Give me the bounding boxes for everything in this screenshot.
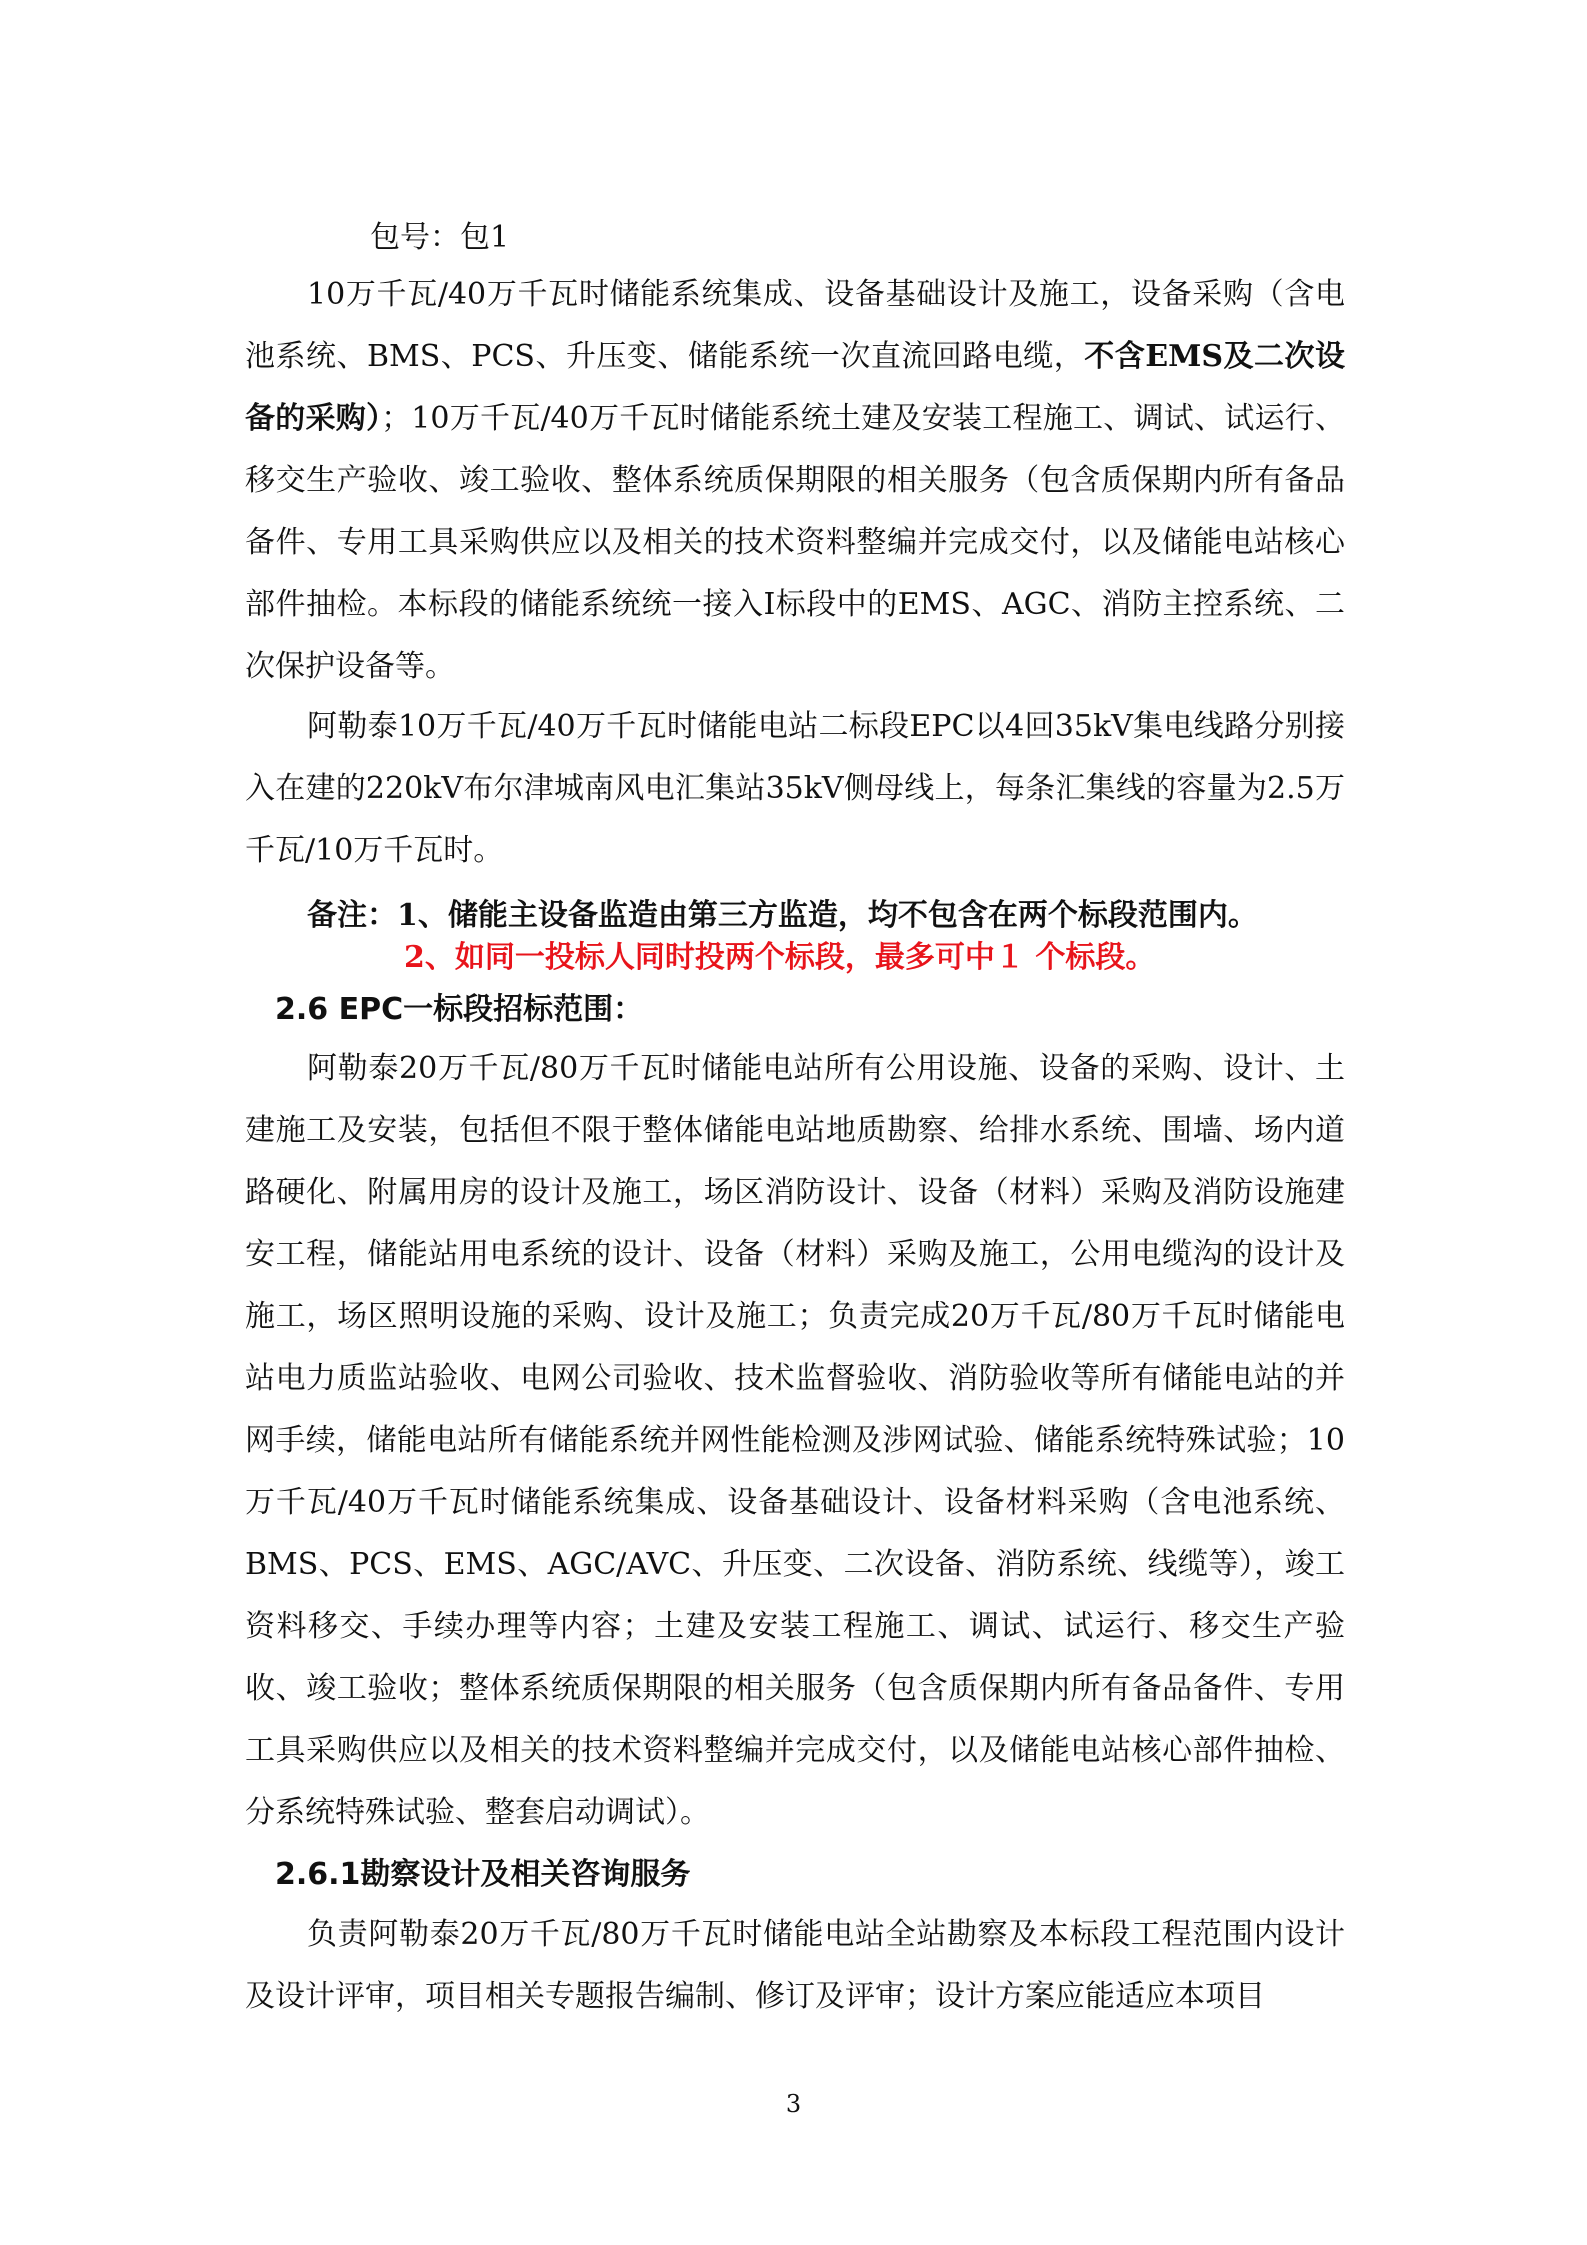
package-desc-part2: ；10万千瓦/40万千瓦时储能系统土建及安装工程施工、调试、试运行、移交生产验收、竣工验收、整体系统质保期限的相关服务（包含质保期内所有备品备件、专用工具采购供应以及相关的技术资料整编并完成交付，以及储能电站核心部件抽检。本标段的储能系统统一接入Ⅰ标段中的EMS、AGC、消防主控系统、二次保护设备等。	[245, 401, 1345, 684]
section-2-6-body: 阿勒泰20万千瓦/80万千瓦时储能电站所有公用设施、设备的采购、设计、土建施工及安装，包括但不限于整体储能电站地质勘察、给排水系统、围墙、场内道路硬化、附属用房的设计及施工，场区消防设计、设备（材料）采购及消防设施建安工程，储能站用电系统的设计、设备（材料）采购及施工，公用电缆沟的设计及施工，场区照明设施的采购、设计及施工；负责完成20万千瓦/80万千瓦时储能电站电力质监站验收、电网公司验收、技术监督验收、消防验收等所有储能电站的并网手续，储能电站所有储能系统并网性能检测及涉网试验、储能系统特殊试验；10万千瓦/40万千瓦时储能系统集成、设备基础设计、设备材料采购（含电池系统、BMS、PCS、EMS、AGC/AVC、升压变、二次设备、消防系统、线缆等），竣工资料移交、手续办理等内容；土建及安装工程施工、调试、试运行、移交生产验收、竣工验收；整体系统质保期限的相关服务（包含质保期内所有备品备件、专用工具采购供应以及相关的技术资料整编并完成交付，以及储能电站核心部件抽检、分系统特殊试验、整套启动调试）。	[245, 1051, 1345, 1830]
section-2-6-title: 2.6 EPC一标段招标范围：	[275, 992, 644, 1027]
section-2-6-1-title: 2.6.1勘察设计及相关咨询服务	[275, 1857, 691, 1892]
package-desc-part1: 10万千瓦/40万千瓦时储能系统集成、设备基础设计及施工，设备采购（含电池系统、BMS、PCS、升压变、储能系统一次直流回路电缆，	[245, 277, 1345, 374]
note-1: 备注：1、储能主设备监造由第三方监造，均不包含在两个标段范围内。	[307, 898, 1258, 933]
note-2: 2、如同一投标人同时投两个标段，最多可中１ 个标段。	[404, 940, 1156, 975]
connection-paragraph: 阿勒泰10万千瓦/40万千瓦时储能电站二标段EPC以4回35kV集电线路分别接入在建的220kV布尔津城南风电汇集站35kV侧母线上，每条汇集线的容量为2.5万千瓦/10万千瓦时。	[245, 709, 1345, 868]
package-description	[245, 264, 1345, 698]
package-label: 包号：包1	[370, 220, 510, 255]
package-desc-bold: 不含EMS及二次设备的采购）	[245, 339, 1345, 436]
page-number: 3	[785, 2090, 802, 2118]
section-2-6-1-body: 负责阿勒泰20万千瓦/80万千瓦时储能电站全站勘察及本标段工程范围内设计及设计评审，项目相关专题报告编制、修订及评审；设计方案应能适应本项目	[245, 1917, 1345, 2014]
